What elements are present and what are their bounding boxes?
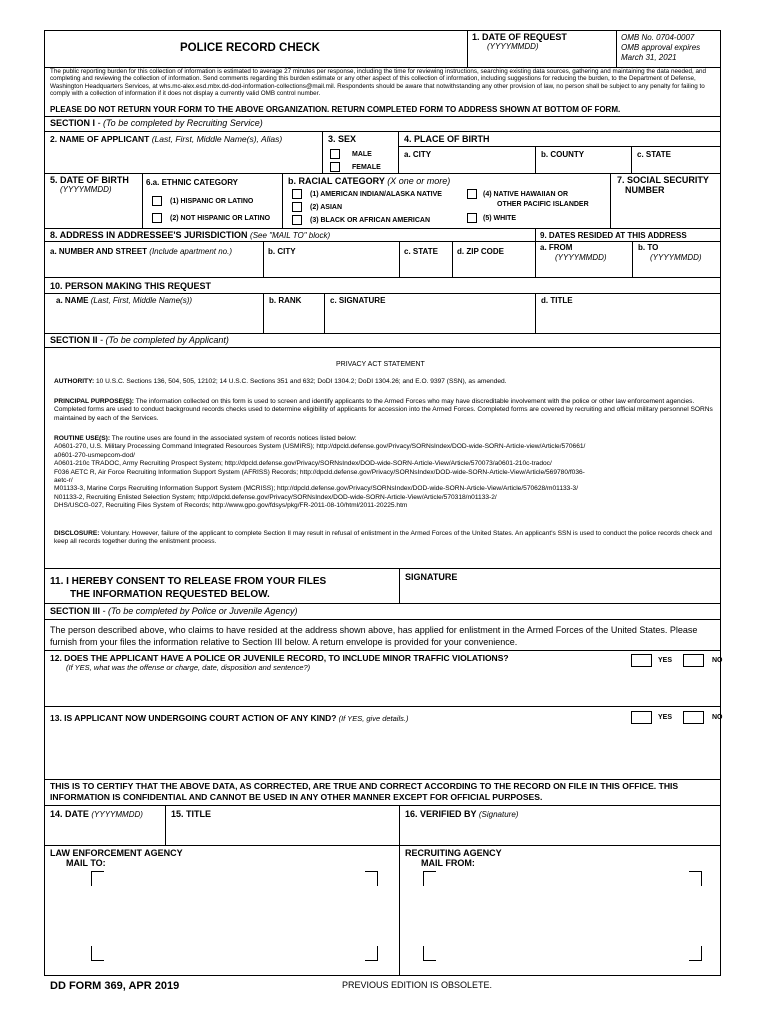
person-name-group bbox=[56, 296, 192, 305]
dates-from-label: a. FROM bbox=[540, 243, 573, 252]
pob-state-label: c. STATE bbox=[637, 150, 671, 159]
row10-sub-top bbox=[44, 293, 721, 295]
omb-expiry: March 31, 2021 bbox=[621, 53, 677, 62]
applicant-signature-input[interactable] bbox=[403, 584, 718, 602]
section1-heading bbox=[50, 118, 263, 128]
q12-yes-checkbox[interactable] bbox=[631, 654, 652, 667]
q13-label: 13. IS APPLICANT NOW UNDERGOING COURT ACTION OF ANY KIND? bbox=[50, 713, 337, 723]
pob-city-label: a. CITY bbox=[404, 150, 432, 159]
q13-top bbox=[44, 706, 721, 708]
addr-div-1 bbox=[263, 241, 265, 277]
header-divider-1 bbox=[466, 30, 468, 67]
dob-right bbox=[142, 173, 144, 228]
date-request-format: (YYYYMMDD) bbox=[487, 42, 539, 51]
routine-line: DHS/USCG-027, Recruiting Files System of Records; http://www.gpo.gov/fdsys/pkg/FR-2011-08-10/html/2011-20225.htm bbox=[54, 502, 408, 510]
addr-zip-label: d. ZIP CODE bbox=[457, 247, 504, 256]
form-title: POLICE RECORD CHECK bbox=[180, 42, 320, 54]
ethnic-hispanic-label: (1) HISPANIC OR LATINO bbox=[170, 198, 254, 205]
mail-to-address-input[interactable] bbox=[96, 876, 372, 956]
return-notice: PLEASE DO NOT RETURN YOUR FORM TO THE ABOVE ORGANIZATION. RETURN COMPLETED FORM TO ADDRESS SHOWN AT BOTTOM OF FORM. bbox=[50, 105, 621, 114]
race-3-label: (3) BLACK OR AFRICAN AMERICAN bbox=[310, 217, 431, 224]
header-divider-2 bbox=[615, 30, 617, 67]
section3-intro-top bbox=[44, 619, 721, 621]
verified-hint: (Signature) bbox=[478, 810, 519, 819]
consent-div bbox=[399, 568, 401, 603]
q12-no-label: NO bbox=[712, 657, 723, 664]
q12-hint: (If YES, what was the offense or charge, date, disposition and sentence?) bbox=[66, 663, 311, 672]
race-4-label-b: OTHER PACIFIC ISLANDER bbox=[497, 201, 589, 208]
addr-state-label: c. STATE bbox=[404, 247, 438, 256]
pob-county-label: b. COUNTY bbox=[541, 150, 585, 159]
racial-label-group bbox=[288, 176, 450, 186]
disclosure-label: DISCLOSURE: bbox=[54, 530, 100, 537]
privacy-title: PRIVACY ACT STATEMENT bbox=[336, 361, 425, 368]
consent-line-1: 11. I HEREBY CONSENT TO RELEASE FROM YOUR FILES bbox=[50, 576, 327, 587]
ethnic-label: 6.a. ETHNIC CATEGORY bbox=[146, 178, 239, 187]
addr-street-group bbox=[50, 247, 232, 256]
race-5-label: (5) WHITE bbox=[483, 215, 517, 222]
pob-state-input[interactable] bbox=[634, 160, 718, 172]
ssn-input[interactable] bbox=[613, 198, 718, 226]
purpose-label: PRINCIPAL PURPOSE(S): bbox=[54, 398, 134, 405]
pob-county-input[interactable] bbox=[538, 160, 629, 172]
race-2-checkbox[interactable] bbox=[292, 202, 302, 212]
racial-label: b. RACIAL CATEGORY bbox=[288, 176, 385, 186]
dob-format: (YYYYMMDD) bbox=[60, 185, 112, 194]
consent-top bbox=[44, 568, 721, 570]
routine-line: A0601-270, U.S. Military Processing Command Integrated Resources System (USMIRS); http://dpcld.defense.gov/Privacy/SORNsIndex/DOD-wide-SORN-Article-view/Article/570661/ bbox=[54, 443, 586, 451]
cert-date-input[interactable] bbox=[48, 822, 163, 844]
pob-label: 4. PLACE OF BIRTH bbox=[404, 134, 490, 144]
dates-div bbox=[632, 241, 634, 277]
verified-by-input[interactable] bbox=[403, 822, 718, 844]
verified-group bbox=[405, 809, 518, 820]
applicant-name-input[interactable] bbox=[48, 146, 320, 172]
addr-div-2 bbox=[399, 241, 401, 277]
dates-from-input[interactable] bbox=[538, 264, 630, 276]
race-4-label-a: (4) NATIVE HAWAIIAN OR bbox=[483, 191, 569, 198]
q12-no-checkbox[interactable] bbox=[683, 654, 704, 667]
cert-title-input[interactable] bbox=[168, 822, 397, 844]
omb-number: OMB No. 0704-0007 bbox=[621, 33, 695, 42]
q12-top bbox=[44, 650, 721, 652]
q13-group bbox=[50, 713, 408, 724]
pob-city-input[interactable] bbox=[401, 160, 533, 172]
sex-col-left bbox=[322, 131, 324, 173]
mail-from-label: MAIL FROM: bbox=[421, 858, 475, 868]
routine-text bbox=[54, 435, 716, 511]
person-div-2 bbox=[324, 293, 326, 333]
addr-div-3 bbox=[452, 241, 454, 277]
certify-text: THIS IS TO CERTIFY THAT THE ABOVE DATA, AS CORRECTED, ARE TRUE AND CORRECT ACCORDING TO THE RECORD ON FILE IN THIS OFFICE. THIS INFORMATION IS CONFIDENTIAL AND CANNOT BE USED IN ANY OTHER MANNER EXCEPT FOR OFFICIAL PURPOSES. bbox=[50, 781, 679, 802]
person-name-label: a. NAME bbox=[56, 296, 89, 305]
authority-label: AUTHORITY: bbox=[54, 378, 95, 385]
date-request-input[interactable] bbox=[470, 52, 612, 65]
addr-zip-input[interactable] bbox=[455, 259, 533, 276]
dob-label: 5. DATE OF BIRTH bbox=[50, 175, 129, 185]
sex-male-label: MALE bbox=[352, 151, 372, 158]
addr-city-input[interactable] bbox=[266, 259, 397, 276]
burden-statement: The public reporting burden for this collection of information is estimated to average 27 minutes per response, including the time for reviewing instructions, searching existing data sources, gathering and maintaining the data needed, and completing and reviewing the collection of information. Send comments regarding this burden estimate or any other aspect of this collection of information, including suggestions for reducing the burden, to the Department of Defense, Washington Headquarters Services, at whs.mc-alex.esd.mbx.dd-dod-information-collections@mail.mil. Respondents should be aware that notwithstanding any other provision of law, no person shall be subject to any penalty for failing to comply with a collection of information if it does not display a currently valid OMB control number. bbox=[50, 68, 706, 98]
q12-yes-label: YES bbox=[658, 657, 673, 664]
row14-div-1 bbox=[165, 805, 167, 845]
race-4-checkbox[interactable] bbox=[467, 189, 477, 199]
section2-subtitle: - (To be completed by Applicant) bbox=[97, 335, 229, 345]
signature-label: SIGNATURE bbox=[405, 572, 458, 582]
person-div-1 bbox=[263, 293, 265, 333]
ethnic-hispanic-checkbox[interactable] bbox=[152, 196, 162, 206]
q12-label: 12. DOES THE APPLICANT HAVE A POLICE OR JUVENILE RECORD, TO INCLUDE MINOR TRAFFIC VIOLATIONS? bbox=[50, 653, 509, 663]
routine-line: F036 AETC R, Air Force Recruiting Information Support System (AFRISS) Records; http://dpcld.defense.gov/Privacy/SORNsIndex/DOD-wide-SORN-Article-View/Article/569780/f036- bbox=[54, 468, 585, 476]
purpose-body: The information collected on this form is used to screen and identify applicants to the Armed Forces who may have discreditable involvement with the police or other law enforcement agencies. Completed forms are used to conduct background records checks used to determine eligibility of applicants for accession into the Armed Forces. Completed forms are covered by recruiting and official military personnel SORNs maintained by each of the Services. bbox=[54, 398, 713, 422]
ssn-left bbox=[610, 173, 612, 228]
authority-text bbox=[54, 378, 716, 386]
section2-title: SECTION II bbox=[50, 335, 98, 345]
race-1-label: (1) AMERICAN INDIAN/ALASKA NATIVE bbox=[310, 191, 442, 198]
section3-title: SECTION III bbox=[50, 606, 101, 616]
person-label: 10. PERSON MAKING THIS REQUEST bbox=[50, 281, 212, 291]
date-label: 14. DATE bbox=[50, 809, 89, 819]
row14-top bbox=[44, 805, 721, 807]
q13-yes-checkbox[interactable] bbox=[631, 711, 652, 724]
dates-label: 9. DATES RESIDED AT THIS ADDRESS bbox=[540, 231, 687, 240]
row8-sub-top bbox=[44, 241, 535, 243]
q13-no-checkbox[interactable] bbox=[683, 711, 704, 724]
mail-from-address-input[interactable] bbox=[428, 876, 696, 956]
law-agency-label: LAW ENFORCEMENT AGENCY bbox=[50, 848, 183, 858]
section2-heading bbox=[50, 335, 229, 345]
row14-div-2 bbox=[399, 805, 401, 845]
address-label-group bbox=[50, 230, 330, 241]
name-label: 2. NAME OF APPLICANT bbox=[50, 134, 150, 144]
address-hint: (See "MAIL TO" block) bbox=[250, 231, 331, 240]
omb-approval: OMB approval expires bbox=[621, 43, 701, 52]
ethnic-not-hispanic-checkbox[interactable] bbox=[152, 213, 162, 223]
race-3-checkbox[interactable] bbox=[292, 215, 302, 225]
sex-col-right bbox=[398, 131, 400, 173]
sex-female-label: FEMALE bbox=[352, 164, 381, 171]
verified-label: 16. VERIFIED BY bbox=[405, 809, 477, 819]
dates-to-label: b. TO bbox=[638, 243, 659, 252]
q13-hint: (If YES, give details.) bbox=[336, 714, 409, 723]
title-label: 15. TITLE bbox=[171, 809, 212, 819]
ethnic-right bbox=[282, 173, 284, 228]
addr-street-input[interactable] bbox=[48, 259, 261, 276]
date-format: (YYYYMMDD) bbox=[91, 810, 143, 819]
race-2-label: (2) ASIAN bbox=[310, 204, 343, 211]
person-rank-input[interactable] bbox=[266, 308, 322, 332]
section3-subtitle: - (To be completed by Police or Juvenile Agency) bbox=[100, 606, 298, 616]
sex-male-checkbox[interactable] bbox=[330, 149, 340, 159]
row10-top bbox=[44, 277, 721, 279]
privacy-top bbox=[44, 347, 721, 349]
person-name-input[interactable] bbox=[48, 308, 261, 332]
mail-div bbox=[399, 845, 401, 976]
dates-to-format: (YYYYMMDD) bbox=[650, 253, 702, 262]
row2-top bbox=[44, 131, 721, 133]
person-title-input[interactable] bbox=[538, 308, 718, 332]
disclosure-body: Voluntary. However, failure of the applicant to complete Section II may result in refusal of enlistment in the Armed Forces of the United States. An applicant's SSN is used to conduct the police records check and keep all records together during the enlistment process. bbox=[54, 530, 712, 546]
race-1-checkbox[interactable] bbox=[292, 189, 302, 199]
sex-label: 3. SEX bbox=[328, 134, 357, 144]
dates-to-input[interactable] bbox=[635, 264, 718, 276]
section3-intro: The person described above, who claims to have resided at the address shown above, has applied for enlistment in the Armed Forces of the United States. Please furnish from your files the information relative to Section III below. A return envelope is provided for your convenience. bbox=[50, 625, 698, 647]
section3-top bbox=[44, 603, 721, 605]
name-of-applicant-label bbox=[50, 134, 282, 144]
date-label-group bbox=[50, 809, 143, 820]
dob-input[interactable] bbox=[48, 198, 140, 226]
consent-line-2: THE INFORMATION REQUESTED BELOW. bbox=[70, 589, 270, 600]
pob-sub-top bbox=[398, 146, 721, 148]
section1-title: SECTION I bbox=[50, 118, 96, 128]
routine-line: a0601-270-usmepcom-dod/ bbox=[54, 451, 136, 459]
ssn-label-1: 7. SOCIAL SECURITY bbox=[617, 175, 709, 185]
routine-intro: The routine uses are found in the associated system of records notices listed below: bbox=[110, 435, 357, 442]
section3-heading bbox=[50, 606, 297, 616]
person-div-3 bbox=[535, 293, 537, 333]
addr-street-hint: (Include apartment no.) bbox=[149, 247, 232, 256]
addr-state-input[interactable] bbox=[402, 259, 450, 276]
person-signature-label: c. SIGNATURE bbox=[330, 296, 386, 305]
form-id: DD FORM 369, APR 2019 bbox=[50, 980, 180, 992]
routine-line: M01133-3, Marine Corps Recruiting Information Support System (MCRISS); http://dpcld.defense.gov/Privacy/SORNsIndex/DOD-wide-SORN-Article-View/Article/570628/m01133-3/ bbox=[54, 485, 579, 493]
person-rank-label: b. RANK bbox=[269, 296, 302, 305]
date-request-label: 1. DATE OF REQUEST bbox=[472, 32, 567, 42]
addr-city-label: b. CITY bbox=[268, 247, 296, 256]
address-label: 8. ADDRESS IN ADDRESSEE'S JURISDICTION bbox=[50, 230, 248, 240]
pob-div-2 bbox=[631, 146, 633, 173]
dates-from-format: (YYYYMMDD) bbox=[555, 253, 607, 262]
dates-left bbox=[535, 228, 537, 277]
racial-hint: (X one or more) bbox=[387, 176, 451, 186]
disclosure-text bbox=[54, 530, 714, 547]
q13-details-input[interactable] bbox=[50, 728, 716, 776]
person-signature-input[interactable] bbox=[327, 308, 533, 332]
q12-details-input[interactable] bbox=[50, 676, 716, 704]
routine-line: A0601-210c TRADOC, Army Recruiting Prospect System; http://dpcld.defense.gov/Privacy/SORNsIndex/DOD-wide-SORN-Article-View/Article/570073/a0601-210c-tradoc/ bbox=[54, 460, 552, 468]
authority-body: 10 U.S.C. Sections 136, 504, 505, 12102; 14 U.S.C. Sections 351 and 632; DoDI 1304.2; DoDI 1304.26; and E.O. 9397 (SSN), as amended. bbox=[94, 378, 507, 385]
sex-female-checkbox[interactable] bbox=[330, 162, 340, 172]
person-title-label: d. TITLE bbox=[541, 296, 573, 305]
section1-subtitle: - (To be completed by Recruiting Service) bbox=[95, 118, 263, 128]
recruit-agency-label: RECRUITING AGENCY bbox=[405, 848, 502, 858]
name-hint: (Last, First, Middle Name(s), Alias) bbox=[151, 134, 283, 144]
addr-street-label: a. NUMBER AND STREET bbox=[50, 247, 148, 256]
purpose-text bbox=[54, 398, 714, 423]
routine-line: N01133-2, Recruiting Enlisted Selection System; http://dpcld.defense.gov/Privacy/SORNsIndex/DOD-wide-SORN-Article-View/Article/570318/n01133-2/ bbox=[54, 493, 497, 501]
pob-div-1 bbox=[535, 146, 537, 173]
edition-notice: PREVIOUS EDITION IS OBSOLETE. bbox=[342, 980, 493, 990]
mail-top bbox=[44, 845, 721, 847]
routine-label: ROUTINE USE(S): bbox=[54, 435, 111, 442]
mail-to-label: MAIL TO: bbox=[66, 858, 106, 868]
routine-line: aetc-r/ bbox=[54, 477, 73, 485]
race-5-checkbox[interactable] bbox=[467, 213, 477, 223]
person-name-hint: (Last, First, Middle Name(s)) bbox=[90, 296, 193, 305]
ssn-label-2: NUMBER bbox=[625, 185, 665, 195]
q13-yes-label: YES bbox=[658, 714, 673, 721]
ethnic-not-hispanic-label: (2) NOT HISPANIC OR LATINO bbox=[170, 215, 271, 222]
q13-no-label: NO bbox=[712, 714, 723, 721]
